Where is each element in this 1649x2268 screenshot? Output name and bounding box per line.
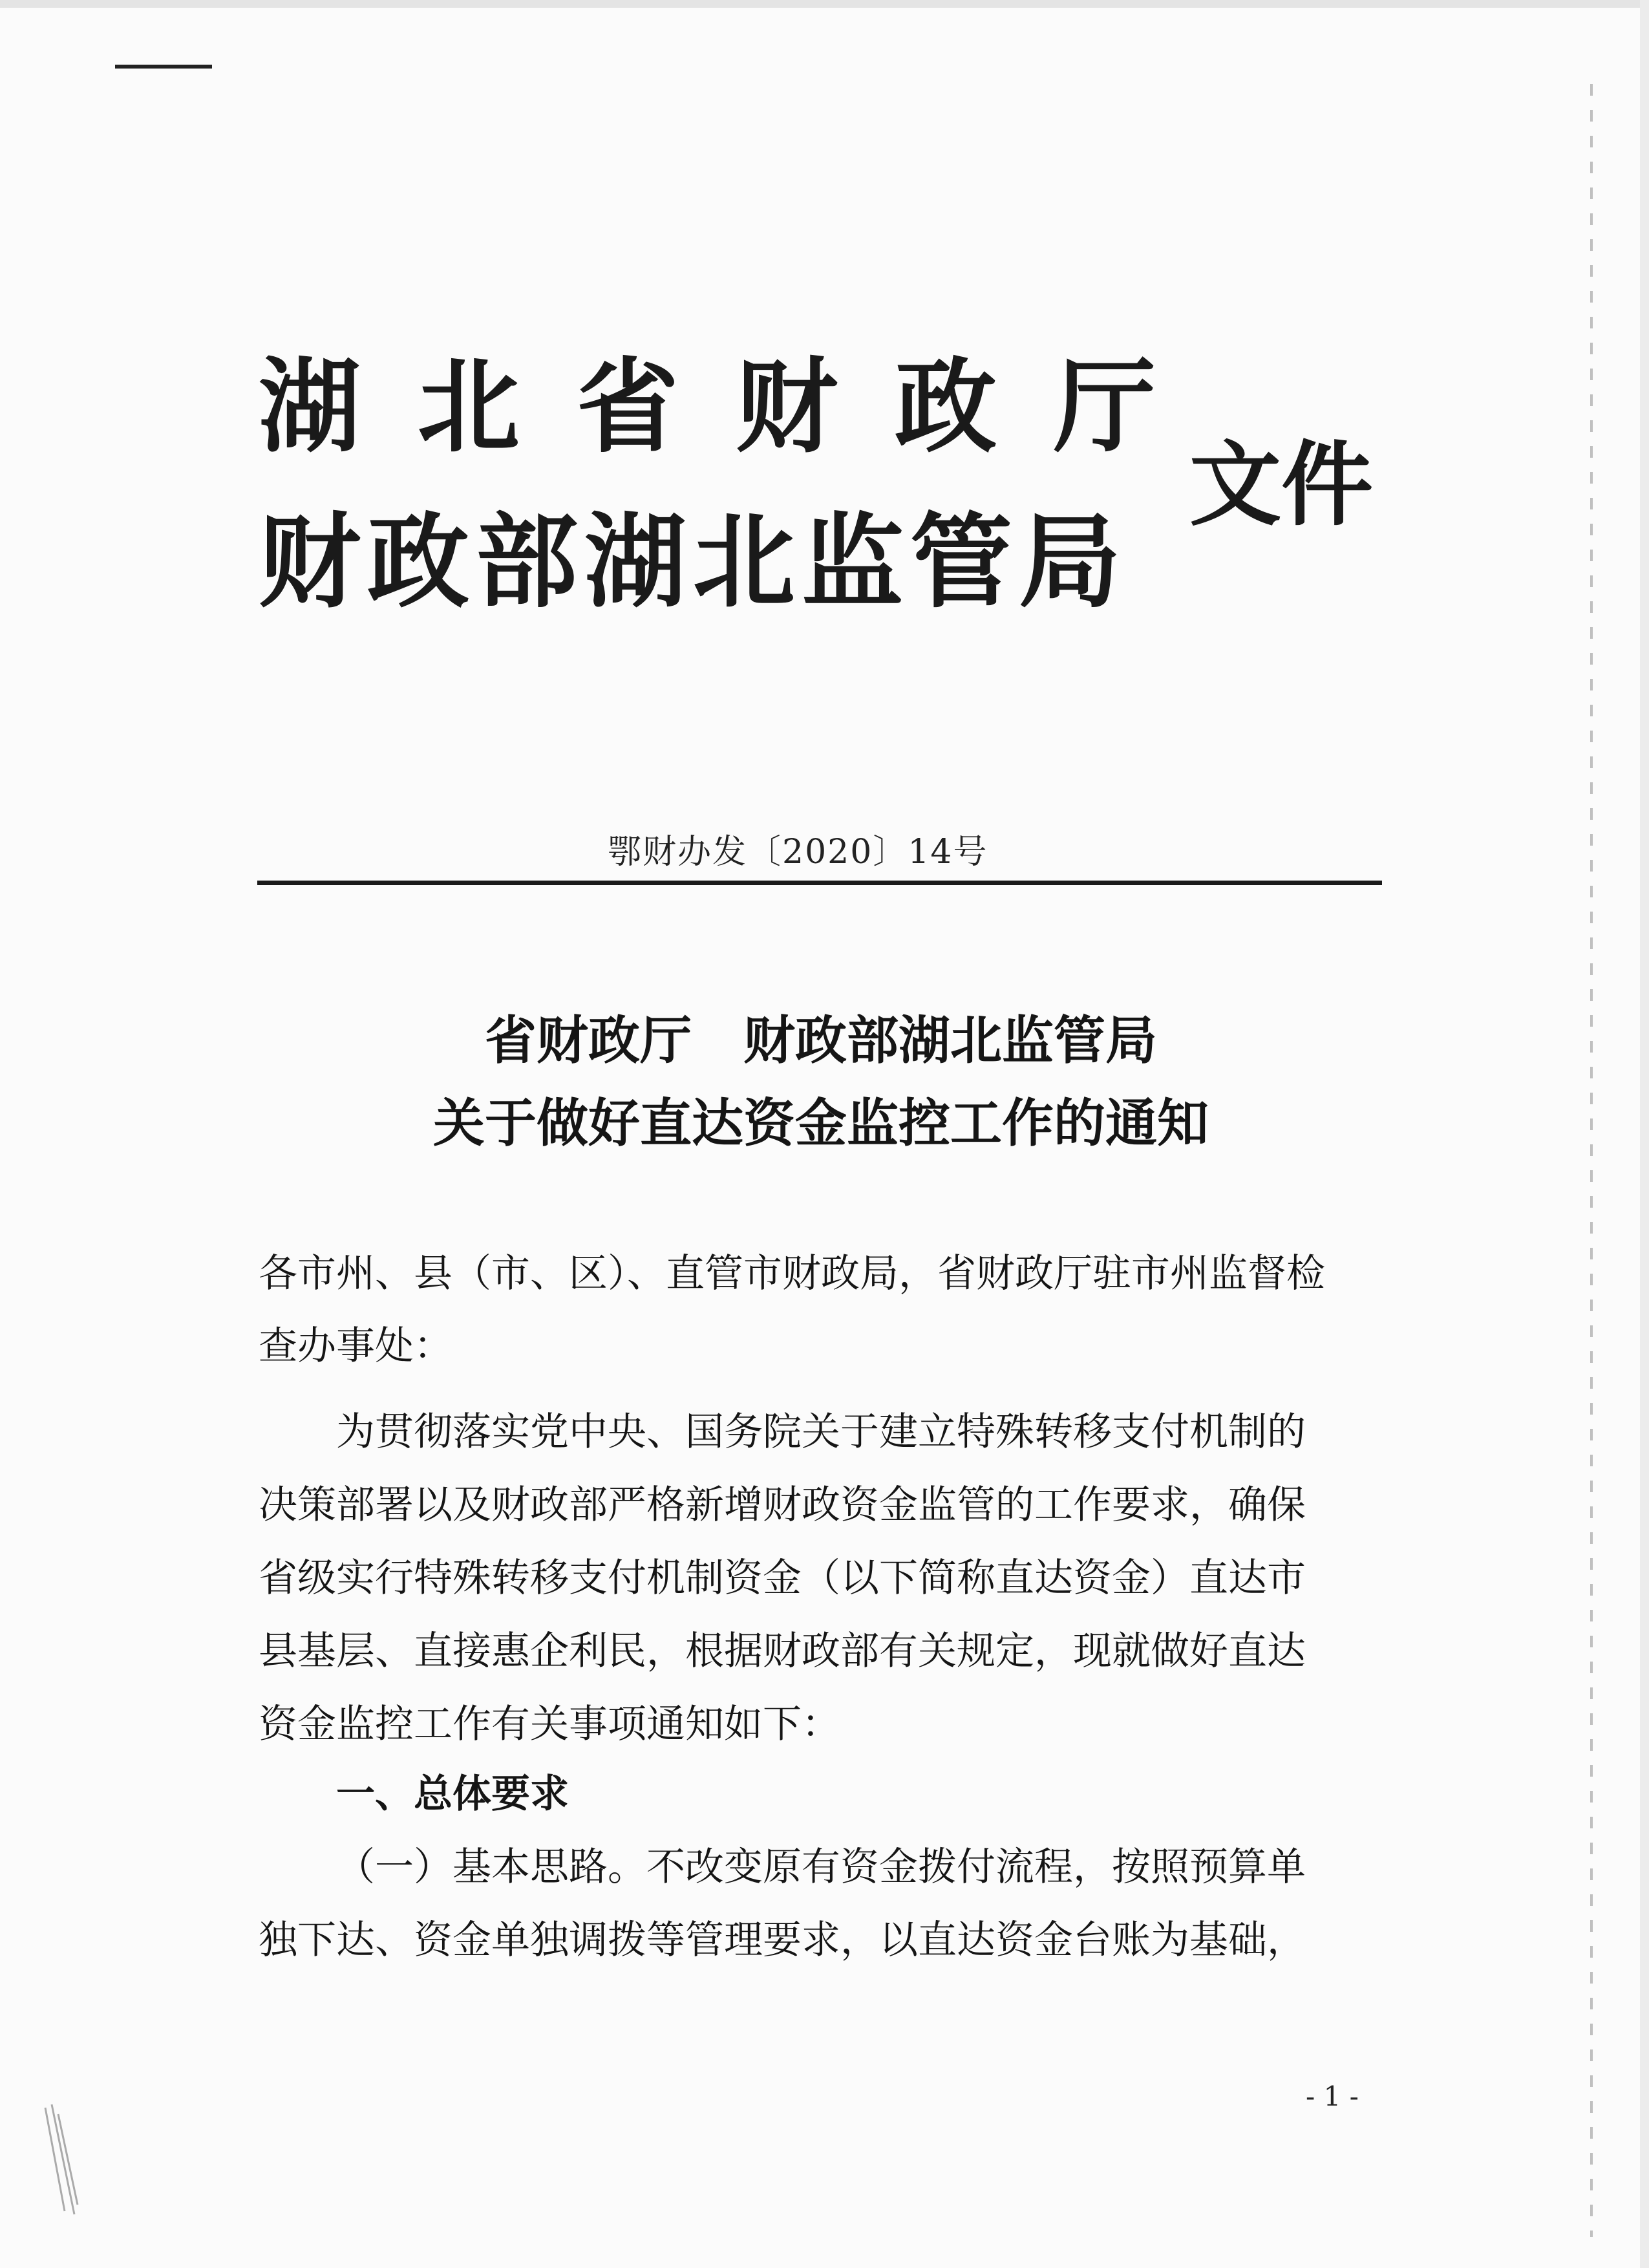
paragraph-line: 独下达、资金单独调拨等管理要求，以直达资金台账为基础，	[259, 1918, 1306, 1963]
document-number: 鄂财办发〔2020〕14号	[608, 833, 988, 872]
title-line-2: 关于做好直达资金监控工作的通知	[433, 1093, 1209, 1153]
document-title	[259, 999, 1383, 1164]
title-line-1: 省财政厅 财政部湖北监管局	[485, 1010, 1157, 1071]
header-divider	[257, 881, 1382, 885]
paragraph-line: 资金监控工作有关事项通知如下：	[259, 1702, 840, 1747]
paragraph-line: 省级实行特殊转移支付机制资金（以下简称直达资金）直达市	[259, 1556, 1306, 1601]
salutation-line: 查办事处：	[259, 1323, 452, 1369]
scribble-mark	[39, 2101, 90, 2218]
paragraph-line: 决策部署以及财政部严格新增财政资金监管的工作要求，确保	[259, 1482, 1306, 1528]
issuer-line-2: 财政部湖北监管局	[259, 502, 1127, 622]
section-heading: 一、总体要求	[336, 1771, 569, 1817]
salutation-line: 各市州、县（市、区）、直管市财政局，省财政厅驻市州监督检	[259, 1251, 1325, 1296]
issuer-line-1: 湖北省财政厅	[259, 347, 1213, 467]
paragraph-line: 为贯彻落实党中央、国务院关于建立特殊转移支付机制的	[336, 1409, 1306, 1455]
document-suffix: 文件	[1189, 431, 1373, 539]
page-number: - 1 -	[1306, 2081, 1359, 2112]
paragraph-line: （一）基本思路。不改变原有资金拨付流程，按照预算单	[336, 1845, 1306, 1890]
scan-edge	[1640, 0, 1649, 2268]
document-header	[259, 343, 1390, 653]
paragraph-line: 县基层、直接惠企利民，根据财政部有关规定，现就做好直达	[259, 1629, 1306, 1674]
corner-mark	[115, 65, 212, 69]
right-border-line	[1590, 84, 1593, 2237]
scan-edge	[0, 0, 1649, 8]
